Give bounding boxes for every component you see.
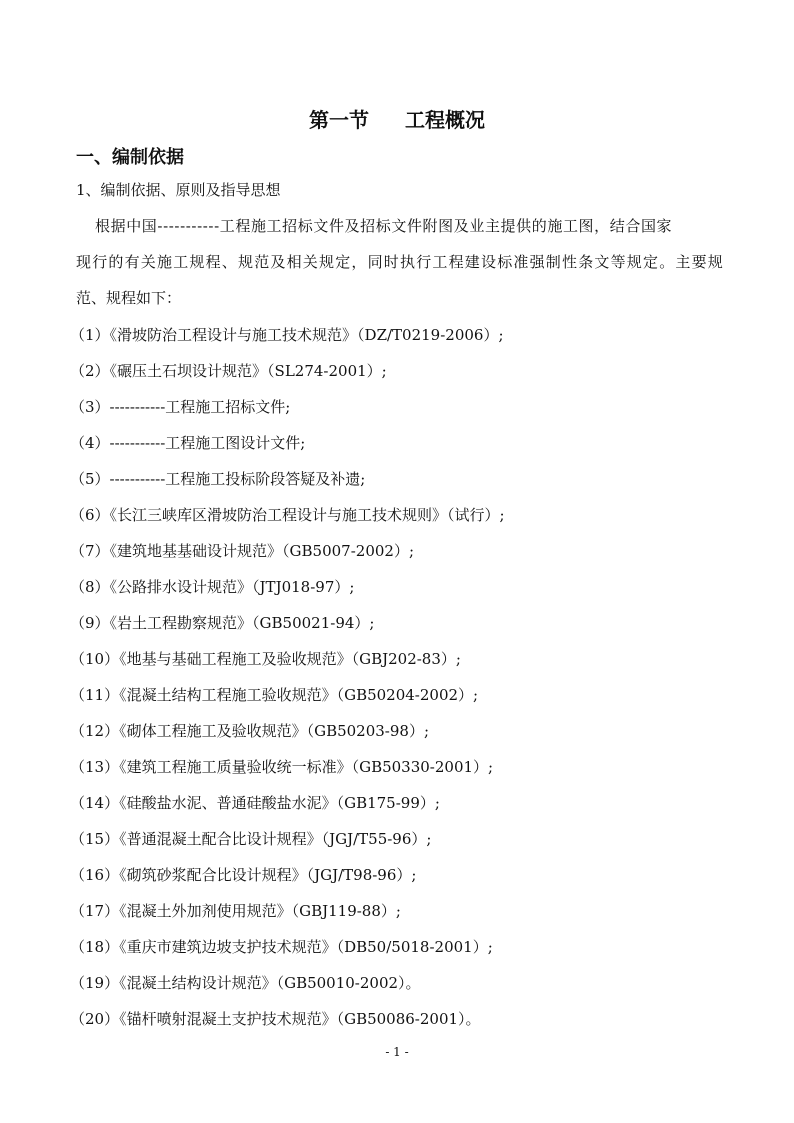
list-item: （7）《建筑地基基础设计规范》（GB5007-2002）; xyxy=(70,542,415,560)
list-item: （8）《公路排水设计规范》（JTJ018-97）; xyxy=(70,578,355,596)
list-item: （18）《重庆市建筑边坡支护技术规范》（DB50/5018-2001）; xyxy=(70,938,493,956)
list-item: （1）《滑坡防治工程设计与施工技术规范》（DZ/T0219-2006）; xyxy=(70,326,504,344)
list-item: （4）-----------工程施工图设计文件; xyxy=(70,434,306,452)
list-item: （13）《建筑工程施工质量验收统一标准》（GB50330-2001）; xyxy=(70,758,494,776)
list-item: （12）《砌体工程施工及验收规范》（GB50203-98）; xyxy=(70,722,430,740)
list-item: （16）《砌筑砂浆配合比设计规程》（JGJ/T98-96）; xyxy=(70,866,417,884)
list-item: （15）《普通混凝土配合比设计规程》（JGJ/T55-96）; xyxy=(70,830,432,848)
subheading: 1、编制依据、原则及指导思想 xyxy=(76,181,281,199)
paragraph-line: 范、规程如下： xyxy=(76,289,182,307)
list-item: （14）《硅酸盐水泥、普通硅酸盐水泥》（GB175-99）; xyxy=(70,794,440,812)
list-item: （6）《长江三峡库区滑坡防治工程设计与施工技术规则》（试行）; xyxy=(70,506,505,524)
list-item: （9）《岩土工程勘察规范》（GB50021-94）; xyxy=(70,614,375,632)
paragraph-line: 根据中国-----------工程施工招标文件及招标文件附图及业主提供的施工图，结合国家 xyxy=(95,217,673,235)
section-number: 第一节 xyxy=(309,108,369,132)
list-item: （2）《碾压土石坝设计规范》（SL274-2001）; xyxy=(70,362,387,380)
list-item: （5）-----------工程施工投标阶段答疑及补遗; xyxy=(70,470,366,488)
list-item: （10）《地基与基础工程施工及验收规范》（GBJ202-83）; xyxy=(70,650,461,668)
list-item: （20）《锚杆喷射混凝土支护技术规范》（GB50086-2001）。 xyxy=(70,1010,481,1028)
section-title xyxy=(0,104,794,133)
list-item: （17）《混凝土外加剂使用规范》（GBJ119-88）; xyxy=(70,902,401,920)
list-item: （11）《混凝土结构工程施工验收规范》（GB50204-2002）; xyxy=(70,686,479,704)
page-number: - 1 - xyxy=(385,1045,409,1059)
heading: 一、编制依据 xyxy=(76,147,184,168)
list-item: （19）《混凝土结构设计规范》（GB50010-2002）。 xyxy=(70,974,421,992)
list-item: （3）-----------工程施工招标文件; xyxy=(70,398,291,416)
paragraph-line: 现行的有关施工规程、规范及相关规定，同时执行工程建设标准强制性条文等规定。主要规 xyxy=(76,253,725,271)
section-name: 工程概况 xyxy=(405,108,485,132)
